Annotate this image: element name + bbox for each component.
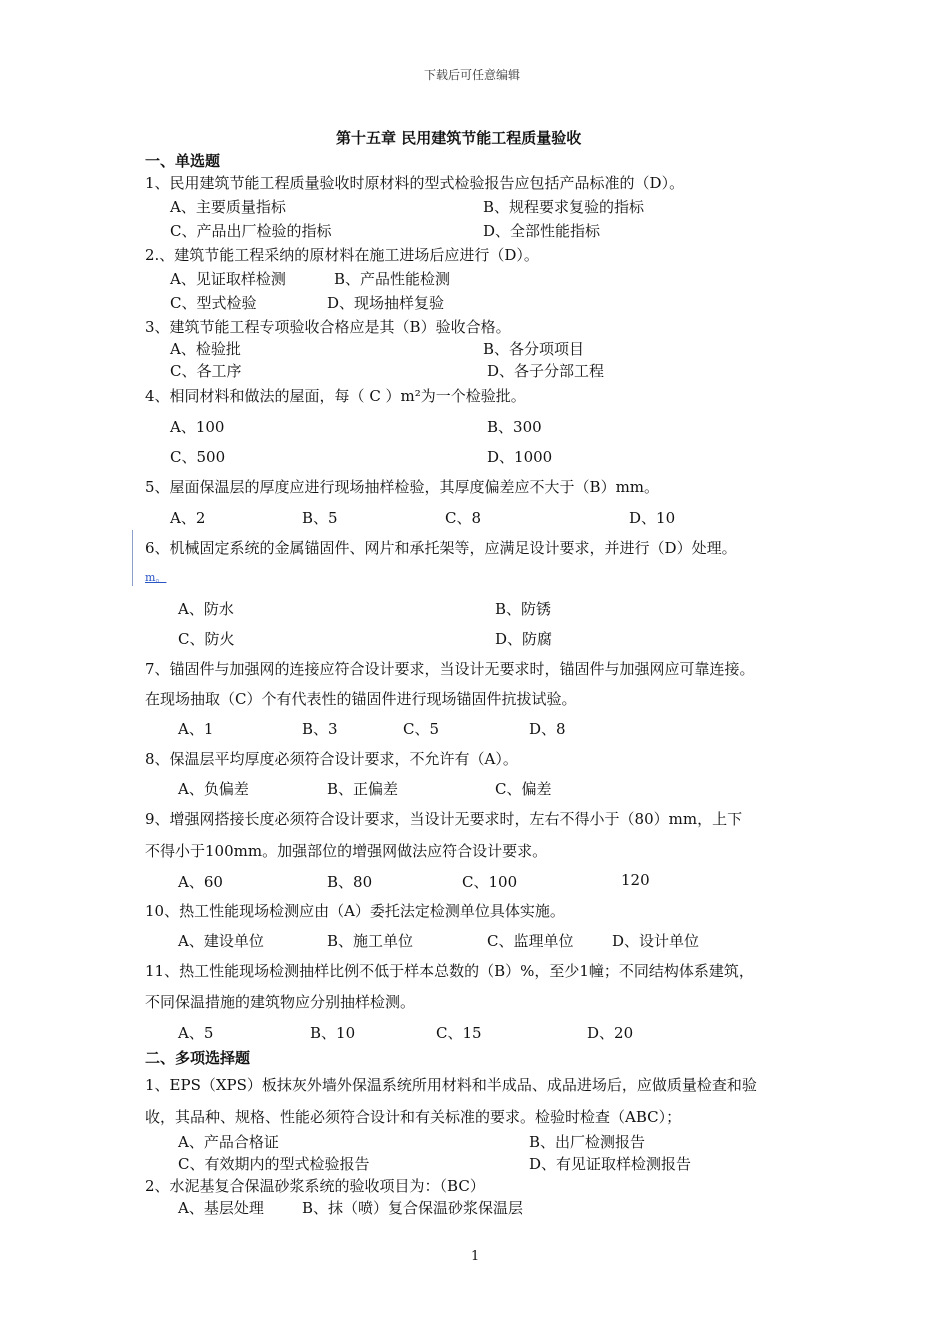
revision-mark: m。 — [145, 571, 167, 584]
option-2a: A、见证取样检测 — [170, 270, 286, 288]
option-4b: B、300 — [487, 418, 542, 436]
revision-bar — [132, 530, 133, 586]
option-7a: A、1 — [178, 720, 214, 738]
question-5: 5、屋面保温层的厚度应进行现场抽样检验，其厚度偏差应不大于（B）mm。 — [145, 478, 660, 496]
option-5d: D、10 — [629, 509, 676, 527]
option-7b: B、3 — [302, 720, 338, 738]
question-8: 8、保温层平均厚度必须符合设计要求，不允许有（A）。 — [145, 750, 518, 768]
multi-option-1b: B、出厂检测报告 — [529, 1133, 646, 1151]
multi-option-1c: C、有效期内的型式检验报告 — [178, 1155, 370, 1173]
option-7c: C、5 — [403, 720, 440, 738]
option-5b: B、5 — [302, 509, 338, 527]
page-number: 1 — [471, 1249, 480, 1264]
option-6b: B、防锈 — [495, 600, 552, 618]
option-6a: A、防水 — [178, 600, 234, 618]
question-6: 6、机械固定系统的金属锚固件、网片和承托架等，应满足设计要求，并进行（D）处理。 — [145, 539, 737, 557]
section-single-choice: 一、单选题 — [145, 152, 221, 170]
question-7-line-1: 7、锚固件与加强网的连接应符合设计要求，当设计无要求时，锚固件与加强网应可靠连接。 — [145, 660, 755, 678]
option-2c: C、型式检验 — [170, 294, 257, 312]
option-4c: C、500 — [170, 448, 226, 466]
option-3d: D、各子分部工程 — [487, 362, 605, 380]
multi-question-1-line-1: 1、EPS（XPS）板抹灰外墙外保温系统所用材料和半成品、成品进场后，应做质量检查和验 — [145, 1076, 757, 1094]
question-9-line-1: 9、增强网搭接长度必须符合设计要求，当设计无要求时，左右不得小于（80）mm，上下 — [145, 810, 743, 828]
option-1c: C、产品出厂检验的指标 — [170, 222, 332, 240]
option-4a: A、100 — [170, 418, 225, 436]
option-4d: D、1000 — [487, 448, 553, 466]
question-4: 4、相同材料和做法的屋面，每（ C ）m²为一个检验批。 — [145, 387, 526, 405]
option-2b: B、产品性能检测 — [334, 270, 451, 288]
section-multiple-choice: 二、多项选择题 — [145, 1049, 251, 1067]
option-11c: C、15 — [436, 1024, 482, 1042]
option-9a: A、60 — [178, 873, 223, 891]
option-10d: D、设计单位 — [612, 932, 700, 950]
option-10a: A、建设单位 — [178, 932, 264, 950]
option-10c: C、监理单位 — [487, 932, 574, 950]
option-1b: B、规程要求复验的指标 — [483, 198, 645, 216]
option-8c: C、偏差 — [495, 780, 552, 798]
option-1a: A、主要质量指标 — [170, 198, 286, 216]
question-11-line-2: 不同保温措施的建筑物应分别抽样检测。 — [145, 993, 416, 1011]
question-9-line-2: 不得小于100mm。加强部位的增强网做法应符合设计要求。 — [145, 842, 548, 860]
multi-question-2: 2、水泥基复合保温砂浆系统的验收项目为：（BC） — [145, 1177, 485, 1195]
multi-question-1-line-2: 收，其品种、规格、性能必须符合设计和有关标准的要求。检验时检查（ABC）； — [145, 1108, 682, 1126]
chapter-title: 第十五章 民用建筑节能工程质量验收 — [336, 129, 582, 147]
multi-option-2b: B、抹（喷）复合保温砂浆保温层 — [302, 1199, 524, 1217]
option-3c: C、各工序 — [170, 362, 242, 380]
question-3: 3、建筑节能工程专项验收合格应是其（B）验收合格。 — [145, 318, 511, 336]
page-header: 下载后可任意编辑 — [424, 68, 521, 82]
question-2: 2.、建筑节能工程采纳的原材料在施工进场后应进行（D）。 — [145, 246, 539, 264]
option-3b: B、各分项项目 — [483, 340, 585, 358]
option-3a: A、检验批 — [170, 340, 241, 358]
multi-option-1a: A、产品合格证 — [178, 1133, 279, 1151]
question-10: 10、热工性能现场检测应由（A）委托法定检测单位具体实施。 — [145, 902, 565, 920]
option-11d: D、20 — [587, 1024, 634, 1042]
question-7-line-2: 在现场抽取（C）个有代表性的锚固件进行现场锚固件抗拔试验。 — [145, 690, 577, 708]
option-8a: A、负偏差 — [178, 780, 249, 798]
option-9c: C、100 — [462, 873, 518, 891]
option-2d: D、现场抽样复验 — [327, 294, 445, 312]
option-11a: A、5 — [178, 1024, 214, 1042]
option-6d: D、防腐 — [495, 630, 553, 648]
option-5a: A、2 — [170, 509, 206, 527]
question-1: 1、民用建筑节能工程质量验收时原材料的型式检验报告应包括产品标准的（D）。 — [145, 174, 685, 192]
multi-option-2a: A、基层处理 — [178, 1199, 264, 1217]
option-9d: 120 — [621, 871, 650, 889]
option-6c: C、防火 — [178, 630, 235, 648]
multi-option-1d: D、有见证取样检测报告 — [529, 1155, 692, 1173]
question-11-line-1: 11、热工性能现场检测抽样比例不低于样本总数的（B）%，至少1幢；不同结构体系建筑， — [145, 962, 754, 980]
option-9b: B、80 — [327, 873, 373, 891]
option-1d: D、全部性能指标 — [483, 222, 601, 240]
option-5c: C、8 — [445, 509, 482, 527]
option-11b: B、10 — [310, 1024, 356, 1042]
option-7d: D、8 — [529, 720, 566, 738]
option-8b: B、正偏差 — [327, 780, 399, 798]
option-10b: B、施工单位 — [327, 932, 414, 950]
